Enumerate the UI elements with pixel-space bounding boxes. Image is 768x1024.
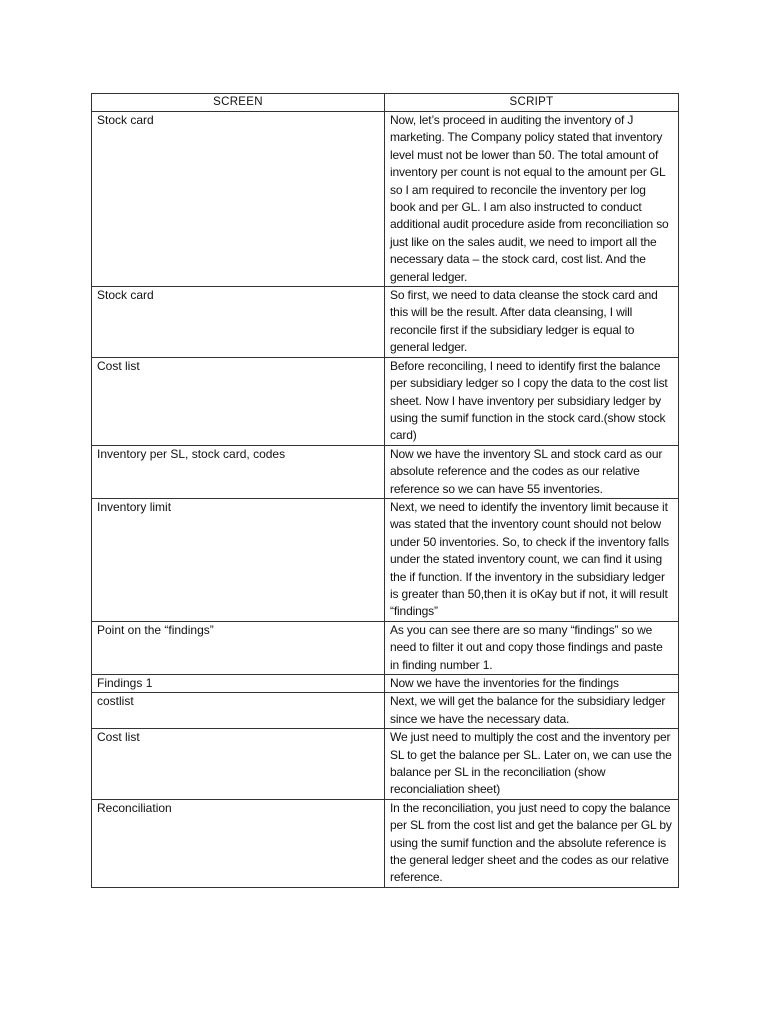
screen-cell: Stock card <box>92 287 385 358</box>
screen-cell: Point on the “findings” <box>92 621 385 674</box>
screen-cell: Reconciliation <box>92 799 385 887</box>
script-cell: So first, we need to data cleanse the stock card and this will be the result. After data cleansing, I will reconcile first if the subsidiary ledger is equal to general ledger. <box>385 287 679 358</box>
table-row <box>92 693 679 729</box>
script-cell: We just need to multiply the cost and the inventory per SL to get the balance per SL. Later on, we can use the balance per SL in the reconciliation (show reconcialiation sheet) <box>385 729 679 800</box>
screen-cell: Inventory limit <box>92 498 385 621</box>
table-header-row <box>92 94 679 112</box>
table-row <box>92 445 679 498</box>
table-row <box>92 799 679 887</box>
screen-cell: Cost list <box>92 357 385 445</box>
script-cell: Before reconciling, I need to identify first the balance per subsidiary ledger so I copy the data to the cost list sheet. Now I have inventory per subsidiary ledger by using the sumif function in the stock card.(show stock card) <box>385 357 679 445</box>
screen-cell: Cost list <box>92 729 385 800</box>
script-cell: Now we have the inventories for the findings <box>385 675 679 693</box>
script-cell: Next, we will get the balance for the subsidiary ledger since we have the necessary data. <box>385 693 679 729</box>
table-row <box>92 621 679 674</box>
screen-cell: Stock card <box>92 112 385 287</box>
script-cell: Now we have the inventory SL and stock card as our absolute reference and the codes as our relative reference so we can have 55 inventories. <box>385 445 679 498</box>
screen-column-header: SCREEN <box>92 94 385 112</box>
script-cell: In the reconciliation, you just need to copy the balance per SL from the cost list and get the balance per GL by using the sumif function and the absolute reference is the general ledger sheet and the codes as our relative reference. <box>385 799 679 887</box>
table-row <box>92 729 679 800</box>
script-cell: Now, let’s proceed in auditing the inventory of J marketing. The Company policy stated that inventory level must not be lower than 50. The total amount of inventory per count is not equal to the amount per GL so I am required to reconcile the inventory per log book and per GL. I am also instructed to conduct additional audit procedure aside from reconciliation so just like on the sales audit, we need to import all the necessary data – the stock card, cost list. And the general ledger. <box>385 112 679 287</box>
table-row <box>92 287 679 358</box>
script-cell: Next, we need to identify the inventory limit because it was stated that the inventory count should not below under 50 inventories. So, to check if the inventory falls under the stated inventory count, we can find it using the if function. If the inventory in the subsidiary ledger is greater than 50,then it is oKay but if not, it will result “findings” <box>385 498 679 621</box>
script-column-header: SCRIPT <box>385 94 679 112</box>
script-cell: As you can see there are so many “findings” so we need to filter it out and copy those findings and paste in finding number 1. <box>385 621 679 674</box>
screen-cell: costlist <box>92 693 385 729</box>
screen-cell: Findings 1 <box>92 675 385 693</box>
table-row <box>92 112 679 287</box>
screen-script-table <box>91 93 679 888</box>
table-row <box>92 357 679 445</box>
screen-cell: Inventory per SL, stock card, codes <box>92 445 385 498</box>
table-row <box>92 675 679 693</box>
table-row <box>92 498 679 621</box>
